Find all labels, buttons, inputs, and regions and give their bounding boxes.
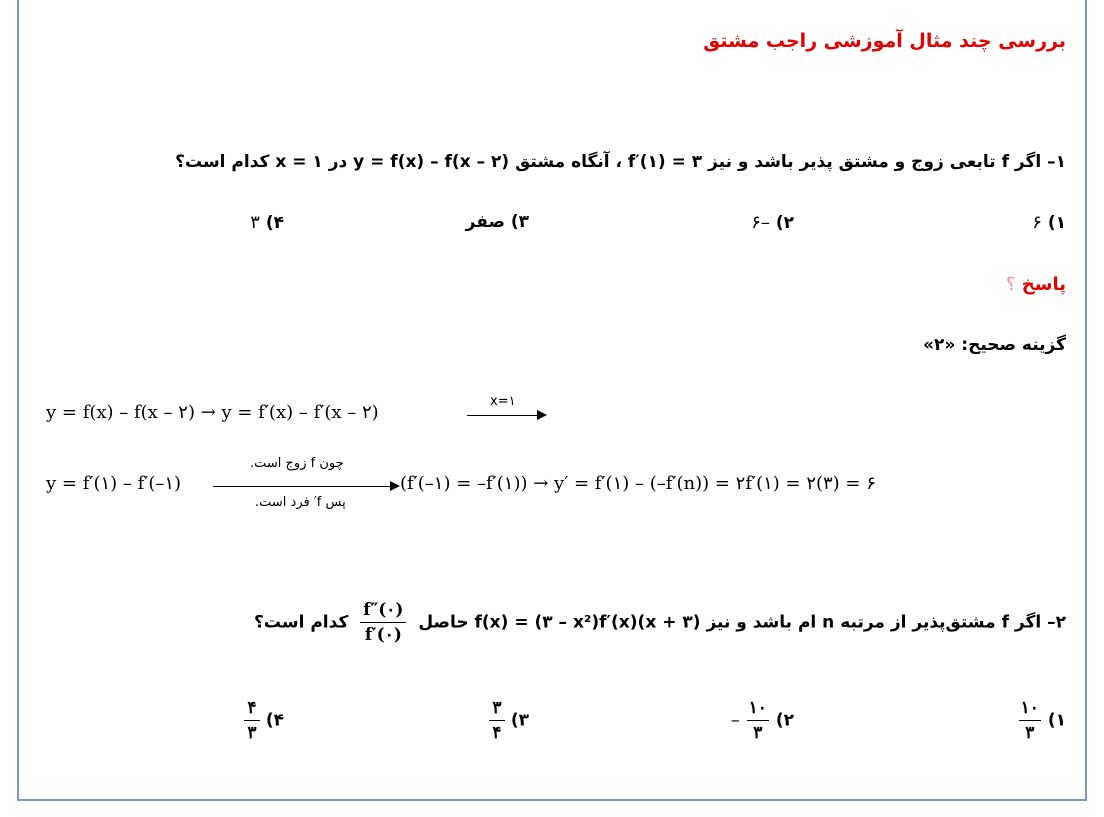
option-fraction <box>489 698 505 743</box>
q1-option-1 <box>1032 212 1066 233</box>
answer-label: پاسخ <box>1021 274 1066 295</box>
option-number: ۴) <box>265 710 284 731</box>
q2-option-2 <box>731 698 794 743</box>
option-number: ۳) <box>510 710 529 731</box>
question-2 <box>254 600 1066 645</box>
option-number: ۳) <box>510 212 529 232</box>
q1-option-2 <box>751 212 794 233</box>
fraction-denominator: ۳ <box>247 723 257 743</box>
fraction-numerator: ۴ <box>247 698 257 718</box>
question-2-text: ۲– اگر f مشتق‌پذیر از مرتبه n ام باشد و نیز (x + ۳)f(x) = (۳ – x²)f′(x) حاصل <box>418 612 1066 633</box>
solution-line-2-right: (f′(–۱) = –f′(۱)) → y′ = f′(۱) – (–f′(n)) = ۲f′(۱) = ۲(۳) = ۶ <box>400 473 876 494</box>
fraction-numerator: ۳ <box>492 698 502 718</box>
minus-sign: – <box>730 709 740 731</box>
q1-option-3 <box>466 212 529 232</box>
correct-option: گزینه صحیح: «۲» <box>923 335 1066 355</box>
question-2-fraction <box>360 600 406 645</box>
question-2-tail: کدام است؟ <box>254 612 349 633</box>
implies-arrow <box>467 415 545 416</box>
q2-option-1 <box>1018 698 1066 743</box>
fraction-numerator: f″(۰) <box>360 600 406 623</box>
fraction-numerator: ۱۰ <box>748 698 767 718</box>
fraction-denominator: ۴ <box>492 723 502 743</box>
arrow-label-odd: پس f′ فرد است. <box>255 495 346 510</box>
fraction-denominator: ۳ <box>753 723 763 743</box>
option-fraction <box>244 698 260 743</box>
option-value: صفر <box>465 212 505 232</box>
question-1-text: ۱– اگر f تابعی زوج و مشتق پذیر باشد و نیز f′(۱) = ۳ ، آنگاه مشتق y = f(x) – f(x – ۲) در x = ۱ کدام است؟ <box>175 152 1066 172</box>
q2-option-4 <box>244 698 284 743</box>
fraction-denominator: f′(۰) <box>364 625 402 645</box>
fraction-denominator: ۳ <box>1025 723 1035 743</box>
option-fraction <box>1018 698 1042 743</box>
fraction-numerator: ۱۰ <box>1020 698 1039 718</box>
q2-option-3 <box>489 698 529 743</box>
solution-line-1: y = f(x) – f(x – ۲) → y = f′(x) – f′(x – ۲) <box>46 402 379 423</box>
q1-option-4 <box>250 212 284 233</box>
arrow-label-x1: x=۱ <box>490 394 516 409</box>
option-number: ۴) <box>265 213 284 233</box>
option-number: ۲) <box>775 710 794 731</box>
page-title: بررسی چند مثال آموزشی راجب مشتق <box>703 30 1066 52</box>
solution-line-2-left: y = f′(۱) – f′(–۱) <box>46 473 182 494</box>
option-number: ۱) <box>1047 213 1066 233</box>
page-frame <box>17 0 1087 801</box>
implies-arrow <box>213 486 398 487</box>
question-mark-icon: ؟ <box>1005 274 1016 295</box>
answer-heading <box>1006 274 1066 295</box>
option-value: –۶ <box>751 212 770 233</box>
option-value: ۳ <box>250 212 260 233</box>
option-number: ۱) <box>1047 710 1066 731</box>
option-number: ۲) <box>775 213 794 233</box>
option-fraction <box>746 698 770 743</box>
arrow-label-even: چون f زوج است. <box>250 456 344 471</box>
option-value: ۶ <box>1032 212 1042 233</box>
